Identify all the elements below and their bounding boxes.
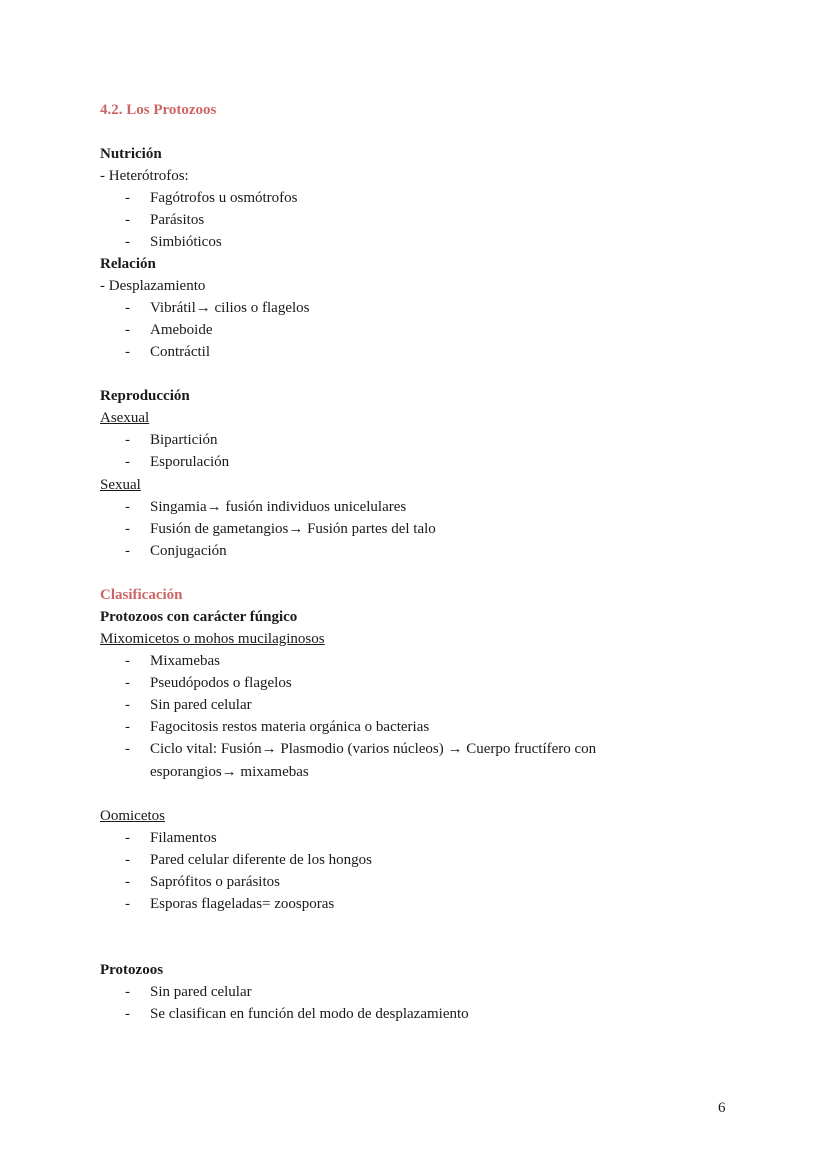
section-title: 4.2. Los Protozoos xyxy=(100,102,217,118)
oomicetos-label: Oomicetos xyxy=(100,808,165,824)
bullet: - xyxy=(125,653,130,669)
bullet: - xyxy=(125,432,130,448)
list-item: Pared celular diferente de los hongos xyxy=(150,852,373,868)
bullet: - xyxy=(125,300,130,316)
nutricion-sub: - Heterótrofos: xyxy=(100,168,189,184)
reproduccion-heading: Reproducción xyxy=(100,388,190,404)
list-item: Ameboide xyxy=(150,322,213,338)
relacion-sub: - Desplazamiento xyxy=(100,278,206,294)
bullet: - xyxy=(125,675,130,691)
bullet: - xyxy=(125,1006,130,1022)
fungico-heading: Protozoos con carácter fúngico xyxy=(100,609,298,625)
bullet: - xyxy=(125,212,130,228)
bullet: - xyxy=(125,697,130,713)
bullet: - xyxy=(125,984,130,1000)
list-item: Fagótrofos u osmótrofos xyxy=(150,190,298,206)
page-number: 6 xyxy=(718,1100,726,1116)
list-item: Simbióticos xyxy=(150,234,222,250)
list-item: Bipartición xyxy=(150,432,218,448)
list-item: Conjugación xyxy=(150,543,227,559)
bullet: - xyxy=(125,344,130,360)
bullet: - xyxy=(125,234,130,250)
bullet: - xyxy=(125,830,130,846)
list-item: Fusión de gametangios→ Fusión partes del talo xyxy=(150,521,436,537)
bullet: - xyxy=(125,543,130,559)
bullet: - xyxy=(125,896,130,912)
list-item: Vibrátil→ cilios o flagelos xyxy=(150,300,310,316)
bullet: - xyxy=(125,719,130,735)
list-item: Esporulación xyxy=(150,454,230,470)
list-item: Mixamebas xyxy=(150,653,220,669)
bullet: - xyxy=(125,874,130,890)
relacion-heading: Relación xyxy=(100,256,156,272)
bullet: - xyxy=(125,521,130,537)
clasificacion-heading: Clasificación xyxy=(100,587,183,603)
list-item: Pseudópodos o flagelos xyxy=(150,675,292,691)
list-item: Singamia→ fusión individuos unicelulares xyxy=(150,499,407,515)
bullet: - xyxy=(125,741,130,757)
list-item: Filamentos xyxy=(150,830,217,846)
list-item: Esporas flageladas= zoosporas xyxy=(150,896,335,912)
nutricion-heading: Nutrición xyxy=(100,146,162,162)
protozoos-heading: Protozoos xyxy=(100,962,164,978)
list-item: Sin pared celular xyxy=(150,984,252,1000)
bullet: - xyxy=(125,499,130,515)
list-item: Se clasifican en función del modo de desplazamiento xyxy=(150,1006,469,1022)
list-item-continuation: esporangios→ mixamebas xyxy=(150,764,309,780)
list-item: Parásitos xyxy=(150,212,205,228)
list-item: Saprófitos o parásitos xyxy=(150,874,280,890)
bullet: - xyxy=(125,190,130,206)
asexual-label: Asexual xyxy=(100,410,150,426)
mixomicetos-label: Mixomicetos o mohos mucilaginosos xyxy=(100,631,325,647)
list-item: Contráctil xyxy=(150,344,210,360)
bullet: - xyxy=(125,852,130,868)
bullet: - xyxy=(125,322,130,338)
bullet: - xyxy=(125,454,130,470)
list-item: Sin pared celular xyxy=(150,697,252,713)
list-item: Ciclo vital: Fusión→ Plasmodio (varios núcleos) → Cuerpo fructífero con xyxy=(150,741,597,757)
sexual-label: Sexual xyxy=(100,477,141,493)
list-item: Fagocitosis restos materia orgánica o bacterias xyxy=(150,719,430,735)
